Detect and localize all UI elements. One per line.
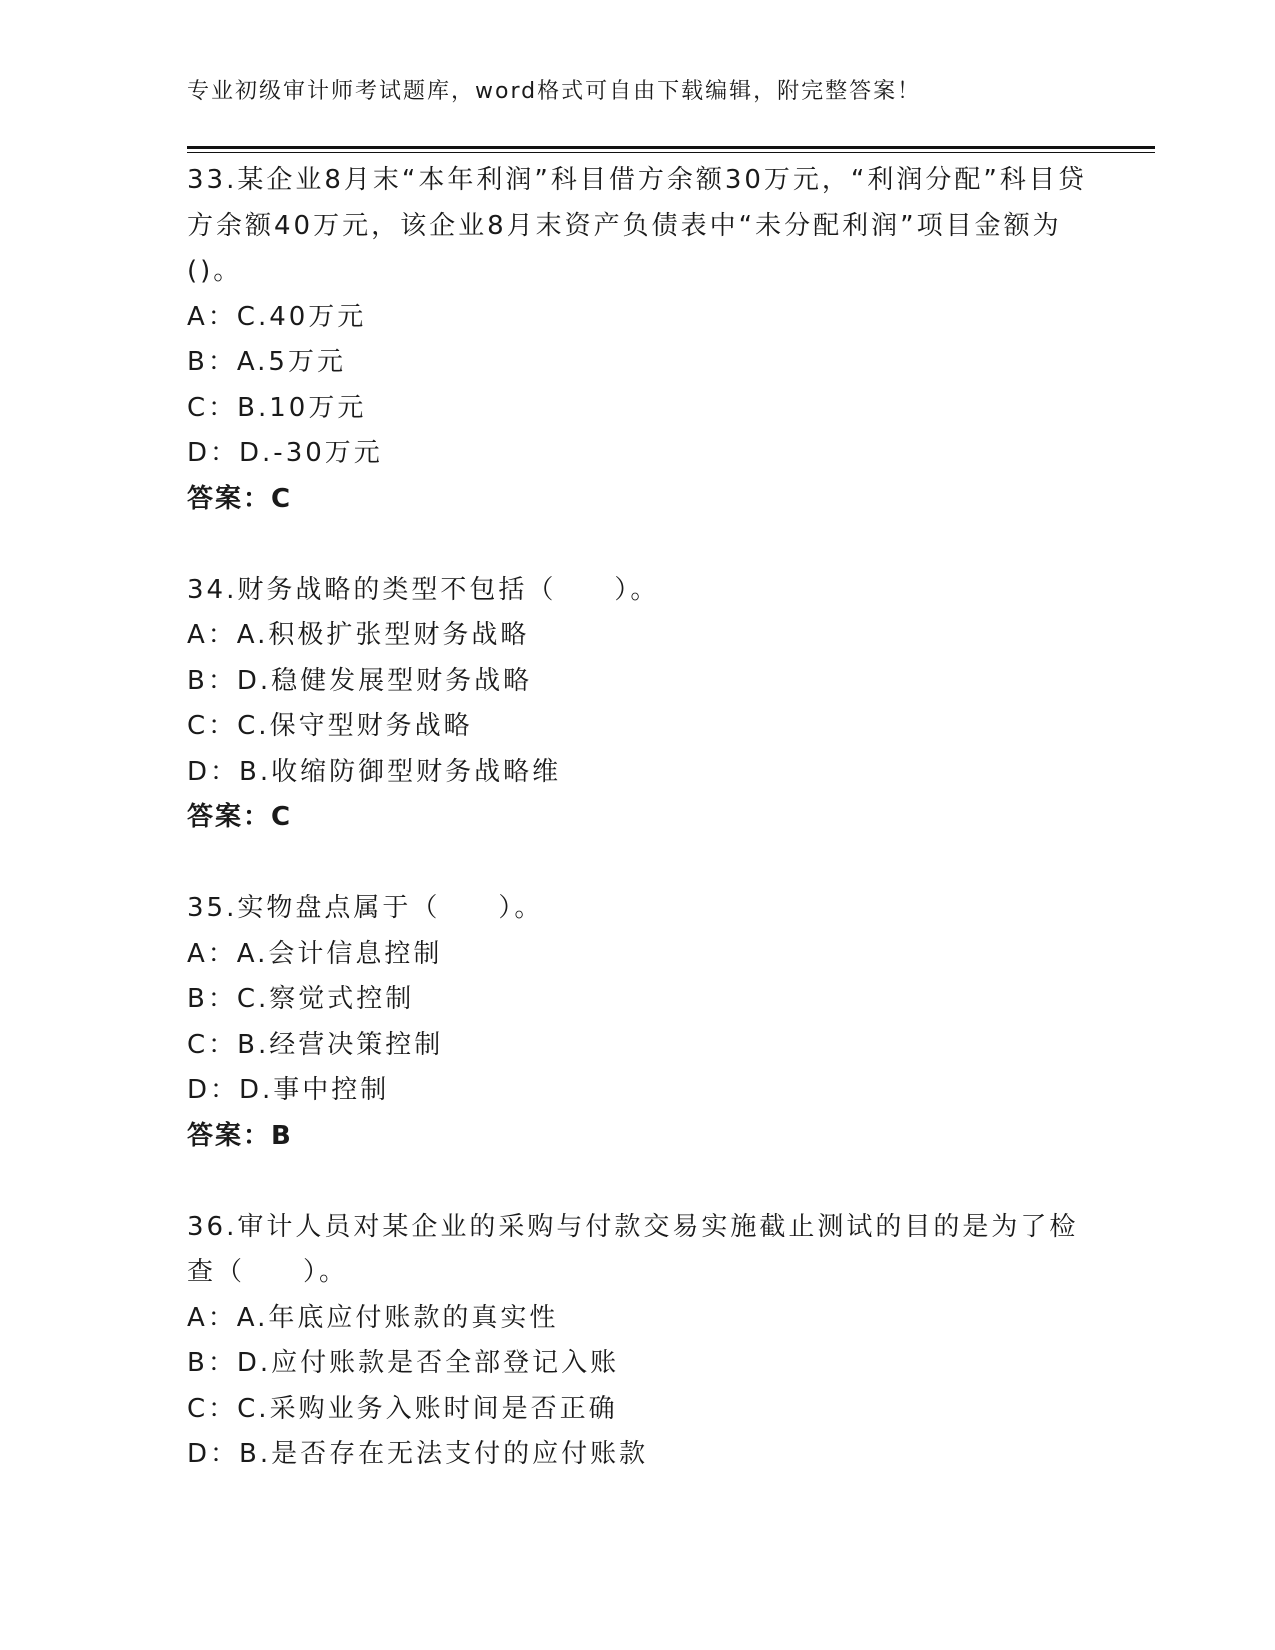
answer: 答案：C xyxy=(187,483,293,514)
option-d: D：B.是否存在无法支付的应付账款 xyxy=(187,1439,649,1469)
question-stem: 34.财务战略的类型不包括（ ）。 xyxy=(187,574,660,605)
option-a: A：A.积极扩张型财务战略 xyxy=(187,620,530,650)
header-divider xyxy=(187,146,1155,149)
header-divider-thin xyxy=(187,152,1155,153)
answer: 答案：C xyxy=(187,802,293,832)
question-36 xyxy=(187,1205,1087,1478)
question-33 xyxy=(187,158,1087,522)
question-34 xyxy=(187,568,1087,841)
option-b: B：A.5万元 xyxy=(187,347,346,377)
question-list xyxy=(187,158,1087,1478)
option-c: C：C.采购业务入账时间是否正确 xyxy=(187,1393,618,1424)
question-stem: 35.实物盘点属于（ ）。 xyxy=(187,893,544,923)
option-b: B：D.稳健发展型财务战略 xyxy=(187,665,533,696)
option-a: A：A.年底应付账款的真实性 xyxy=(187,1302,559,1333)
option-b: B：C.察觉式控制 xyxy=(187,984,415,1014)
page-header: 专业初级审计师考试题库，word格式可自由下载编辑，附完整答案！ xyxy=(187,79,922,104)
question-stem: 33.某企业8月末“本年利润”科目借方余额30万元，“利润分配”科目贷方余额40万元，该企业8月末资产负债表中“未分配利润”项目金额为()。 xyxy=(187,165,1087,286)
question-stem: 36.审计人员对某企业的采购与付款交易实施截止测试的目的是为了检查（ ）。 xyxy=(187,1211,1079,1287)
option-c: C：B.10万元 xyxy=(187,392,367,423)
option-a: A：C.40万元 xyxy=(187,301,367,332)
option-c: C：B.经营决策控制 xyxy=(187,1029,444,1060)
option-c: C：C.保守型财务战略 xyxy=(187,711,473,741)
answer: 答案：B xyxy=(187,1120,293,1151)
option-a: A：A.会计信息控制 xyxy=(187,938,443,969)
option-d: D：D.事中控制 xyxy=(187,1075,390,1105)
question-35 xyxy=(187,886,1087,1159)
option-b: B：D.应付账款是否全部登记入账 xyxy=(187,1348,620,1378)
option-d: D：D.-30万元 xyxy=(187,438,383,468)
option-d: D：B.收缩防御型财务战略维 xyxy=(187,756,562,787)
